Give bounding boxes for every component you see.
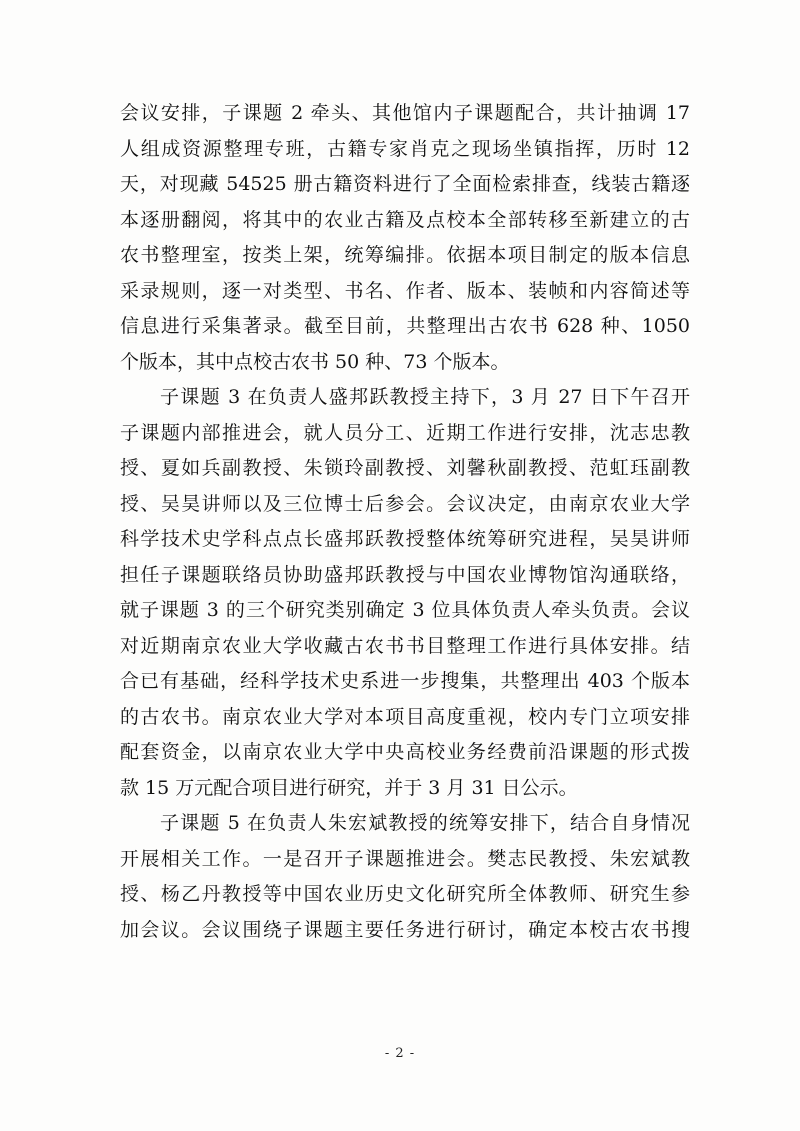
text-line: 子课题内部推进会，就人员分工、近期工作进行安排，沈志忠教: [120, 421, 690, 444]
text-line: 合已有基础，经科学技术史系进一步搜集，共整理出 403 个版本: [120, 670, 690, 692]
text-line: 个版本，其中点校古农书 50 种、73 个版本。: [120, 350, 510, 373]
paragraph-3: [120, 806, 690, 948]
text-line: 本逐册翻阅，将其中的农业古籍及点校本全部转移至新建立的古: [120, 208, 690, 231]
text-line: 信息进行采集著录。截至目前，共整理出古农书 628 种、1050: [120, 315, 690, 337]
paragraph-1: [120, 96, 690, 380]
text-line: 授、杨乙丹教授等中国农业历史文化研究所全体教师、研究生参: [120, 883, 690, 905]
text-line: 担任子课题联络员协助盛邦跃教授与中国农业博物馆沟通联络，: [120, 563, 690, 586]
text-line: 天，对现藏 54525 册古籍资料进行了全面检索排查，线装古籍逐: [120, 173, 690, 195]
text-line: 配套资金，以南京农业大学中央高校业务经费前沿课题的形式拨: [120, 741, 690, 763]
text-line: 加会议。会议围绕子课题主要任务进行研讨，确定本校古农书搜: [120, 918, 690, 941]
text-line: 农书整理室，按类上架，统筹编排。依据本项目制定的版本信息: [120, 244, 690, 266]
text-line: 子课题 5 在负责人朱宏斌教授的统筹安排下，结合自身情况: [160, 812, 690, 834]
text-line: 授、夏如兵副教授、朱锁玲副教授、刘馨秋副教授、范虹珏副教: [120, 457, 690, 479]
text-line: 款 15 万元配合项目进行研究，并于 3 月 31 日公示。: [120, 776, 578, 799]
text-line: 会议安排，子课题 2 牵头、其他馆内子课题配合，共计抽调 17: [120, 102, 690, 124]
text-line: 对近期南京农业大学收藏古农书书目整理工作进行具体安排。结: [120, 634, 690, 657]
paragraph-2: [120, 380, 690, 806]
text-line: 人组成资源整理专班，古籍专家肖克之现场坐镇指挥，历时 12: [120, 137, 690, 160]
text-line: 的古农书。南京农业大学对本项目高度重视，校内专门立项安排: [120, 705, 690, 728]
text-line: 子课题 3 在负责人盛邦跃教授主持下，3 月 27 日下午召开: [160, 386, 690, 408]
text-line: 就子课题 3 的三个研究类别确定 3 位具体负责人牵头负责。会议: [120, 599, 690, 621]
text-line: 授、吴昊讲师以及三位博士后参会。会议决定，由南京农业大学: [120, 492, 690, 515]
document-body: [120, 96, 690, 948]
text-line: 采录规则，逐一对类型、书名、作者、版本、装帧和内容简述等: [120, 279, 690, 302]
text-line: 开展相关工作。一是召开子课题推进会。樊志民教授、朱宏斌教: [120, 847, 690, 870]
text-line: 科学技术史学科点点长盛邦跃教授整体统筹研究进程，吴昊讲师: [120, 528, 690, 550]
page-number: - 2 -: [384, 1046, 416, 1061]
